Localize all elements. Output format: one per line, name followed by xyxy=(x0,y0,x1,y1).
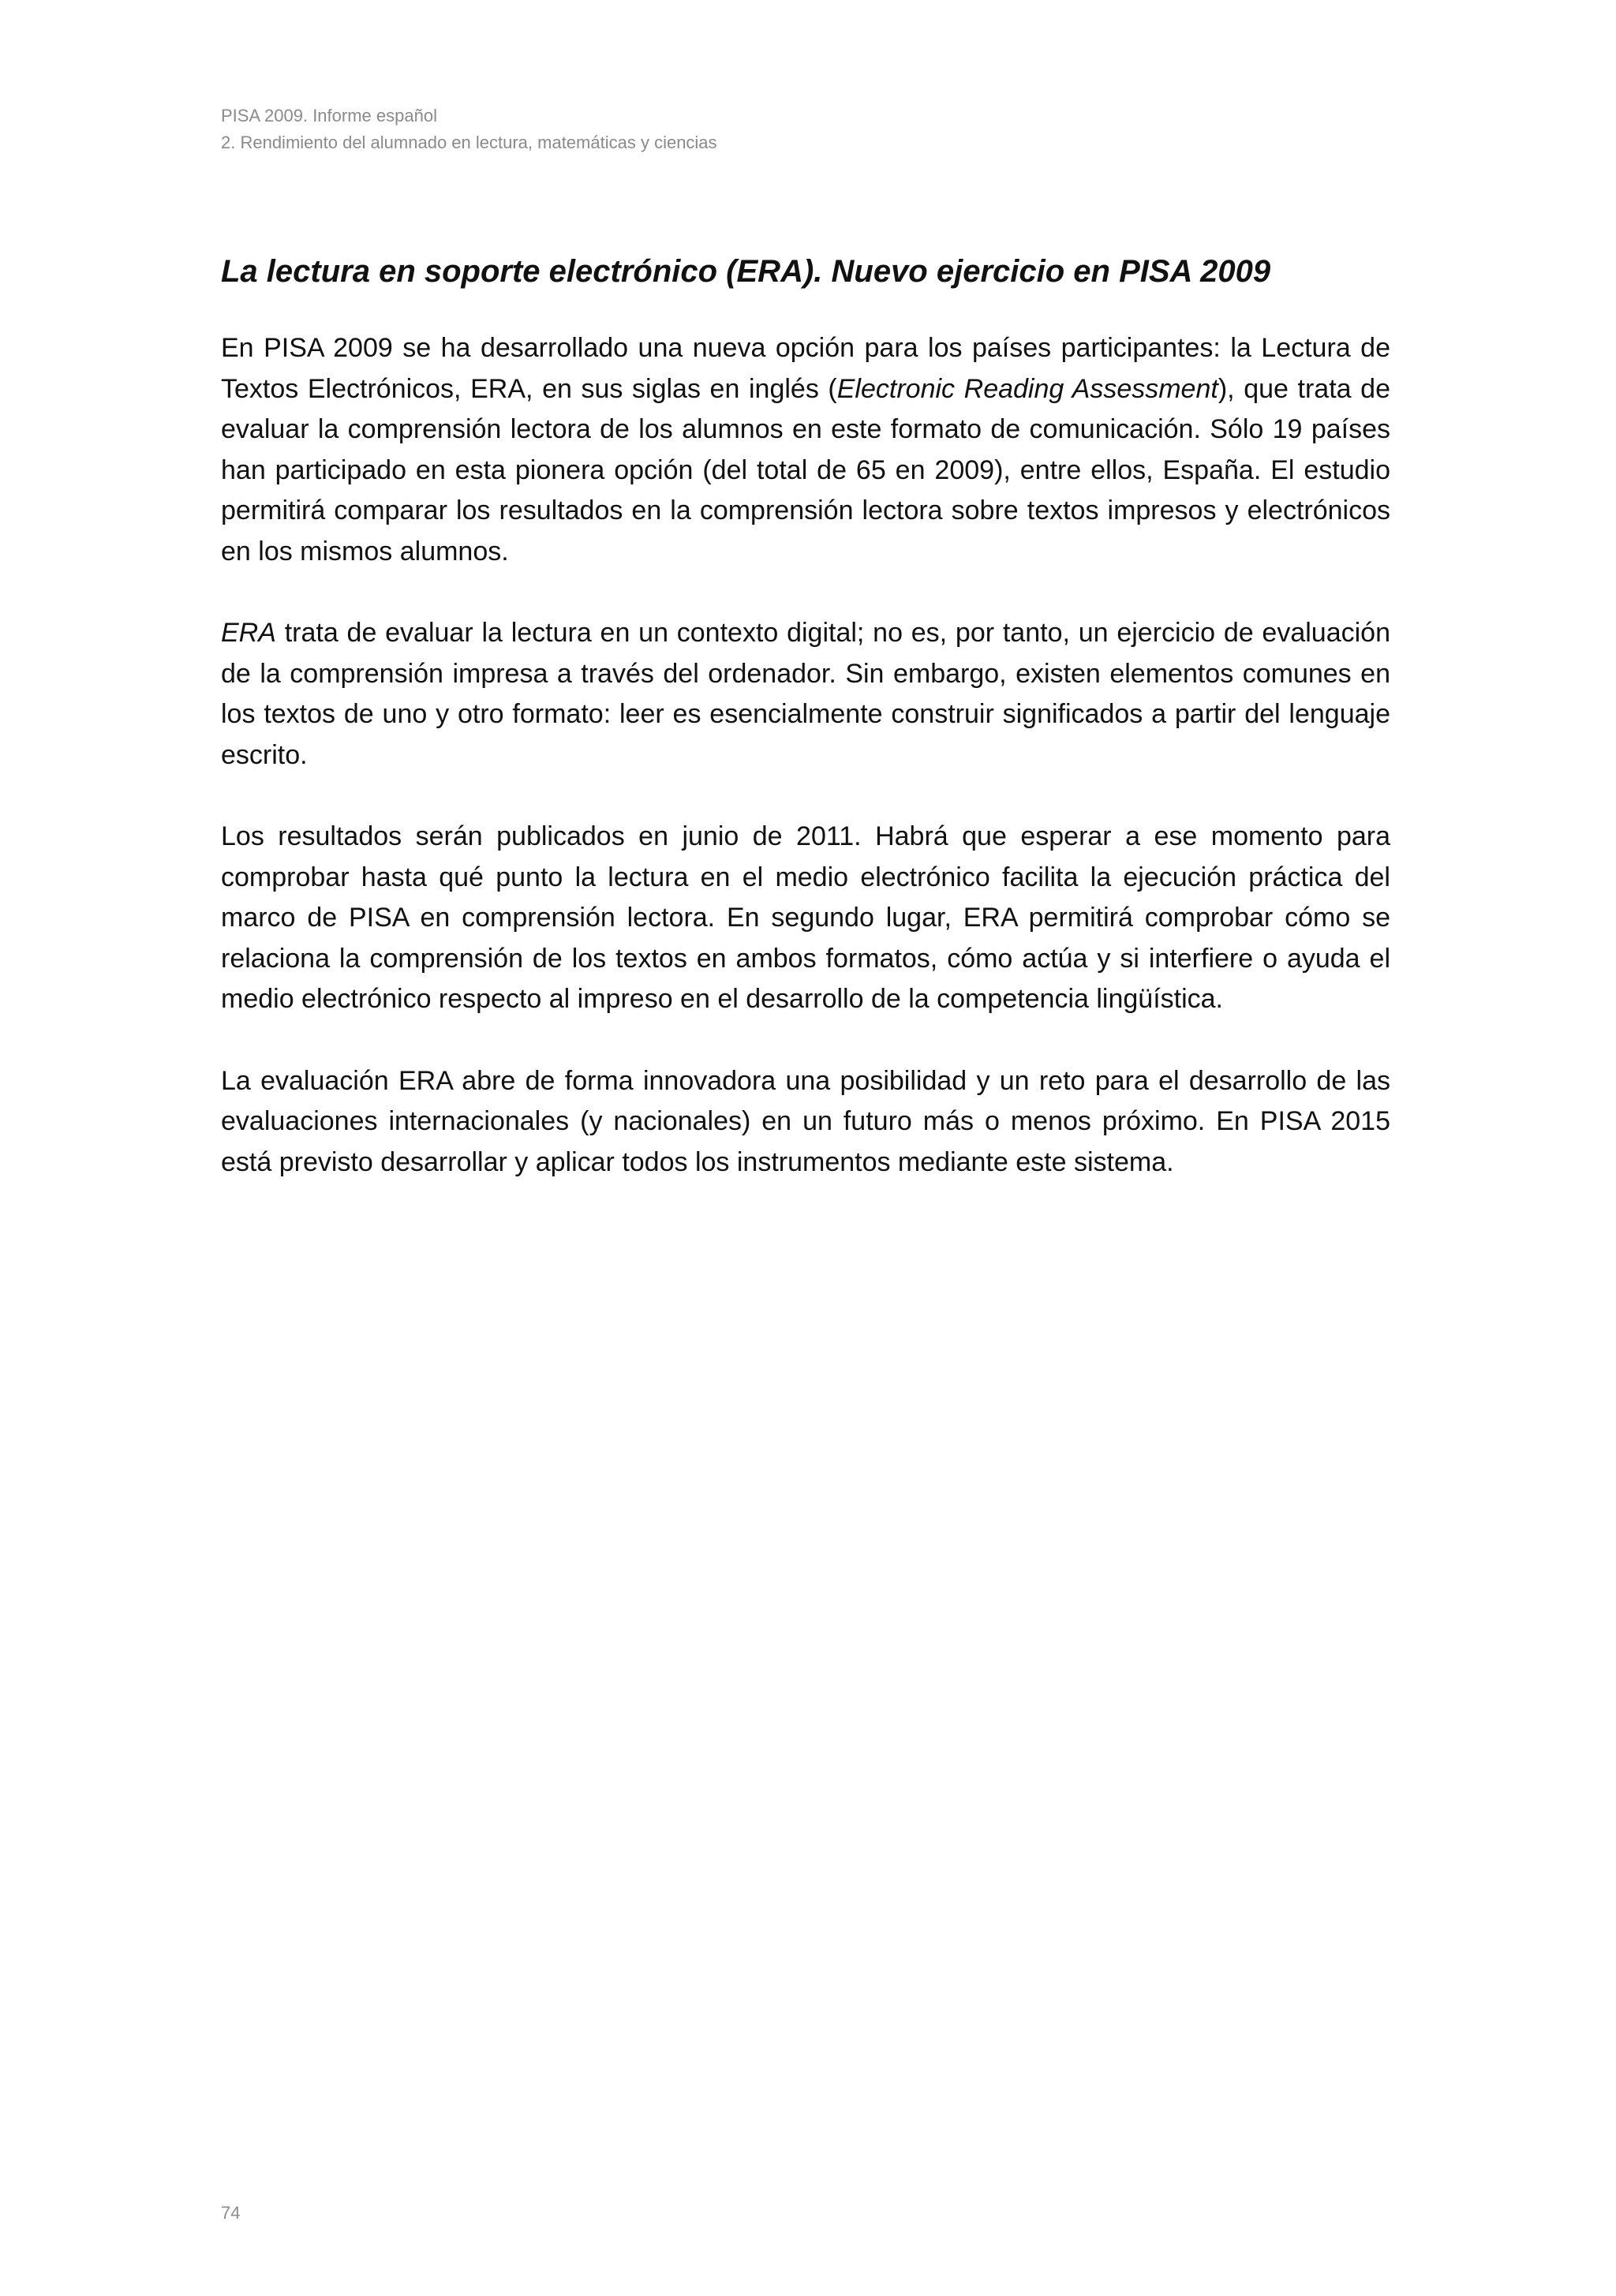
paragraph-1-emphasis: Electronic Reading Assessment xyxy=(836,373,1218,404)
paragraph-2-text: trata de evaluar la lectura en un contexto digital; no es, por tanto, un ejercicio de evaluación de la comprensión impresa a través del ordenador. Sin embargo, existen elementos comunes en los textos de uno y otro formato: leer es esencialmente construir significados a partir del lenguaje escrito. xyxy=(221,618,1390,770)
paragraph-4: La evaluación ERA abre de forma innovadora una posibilidad y un reto para el desarrollo de las evaluaciones internacionales (y nacionales) en un futuro más o menos próximo. En PISA 2015 está previsto desarrollar y aplicar todos los instrumentos mediante este sistema. xyxy=(221,1065,1390,1177)
paragraph-1-text-b: ), que trata de evaluar la comprensión lectora de los alumnos en este formato de comunicación. Sólo 19 países han participado en esta pionera opción (del total de 65 en 2009), entre ellos, España. El estudio permitirá comparar los resultados en la comprensión lectora sobre textos impresos y electrónicos en los mismos alumnos. xyxy=(221,373,1390,567)
page-number: 74 xyxy=(221,2203,241,2223)
document-body xyxy=(221,251,1390,1224)
paragraph-2 xyxy=(221,613,1390,776)
header-report-title: PISA 2009. Informe español xyxy=(221,106,437,125)
running-header xyxy=(221,103,717,156)
section-title: La lectura en soporte electrónico (ERA). Nuevo ejercicio en PISA 2009 xyxy=(221,254,1271,289)
paragraph-3: Los resultados serán publicados en junio de 2011. Habrá que esperar a ese momento para comprobar hasta qué punto la lectura en el medio electrónico facilita la ejecución práctica del marco de PISA en comprensión lectora. En segundo lugar, ERA permitirá comprobar cómo se relaciona la comprensión de los textos en ambos formatos, cómo actúa y si interfiere o ayuda el medio electrónico respecto al impreso en el desarrollo de la competencia lingüística. xyxy=(221,821,1390,1014)
paragraph-1-text-a: En PISA 2009 se ha desarrollado una nueva opción para los países participantes: la Lectura de Textos Electrónicos, ERA, en sus siglas en inglés ( xyxy=(221,333,1390,404)
header-chapter-title: 2. Rendimiento del alumnado en lectura, matemáticas y ciencias xyxy=(221,133,717,152)
paragraph-1 xyxy=(221,328,1390,572)
paragraph-2-emphasis: ERA xyxy=(221,618,276,648)
